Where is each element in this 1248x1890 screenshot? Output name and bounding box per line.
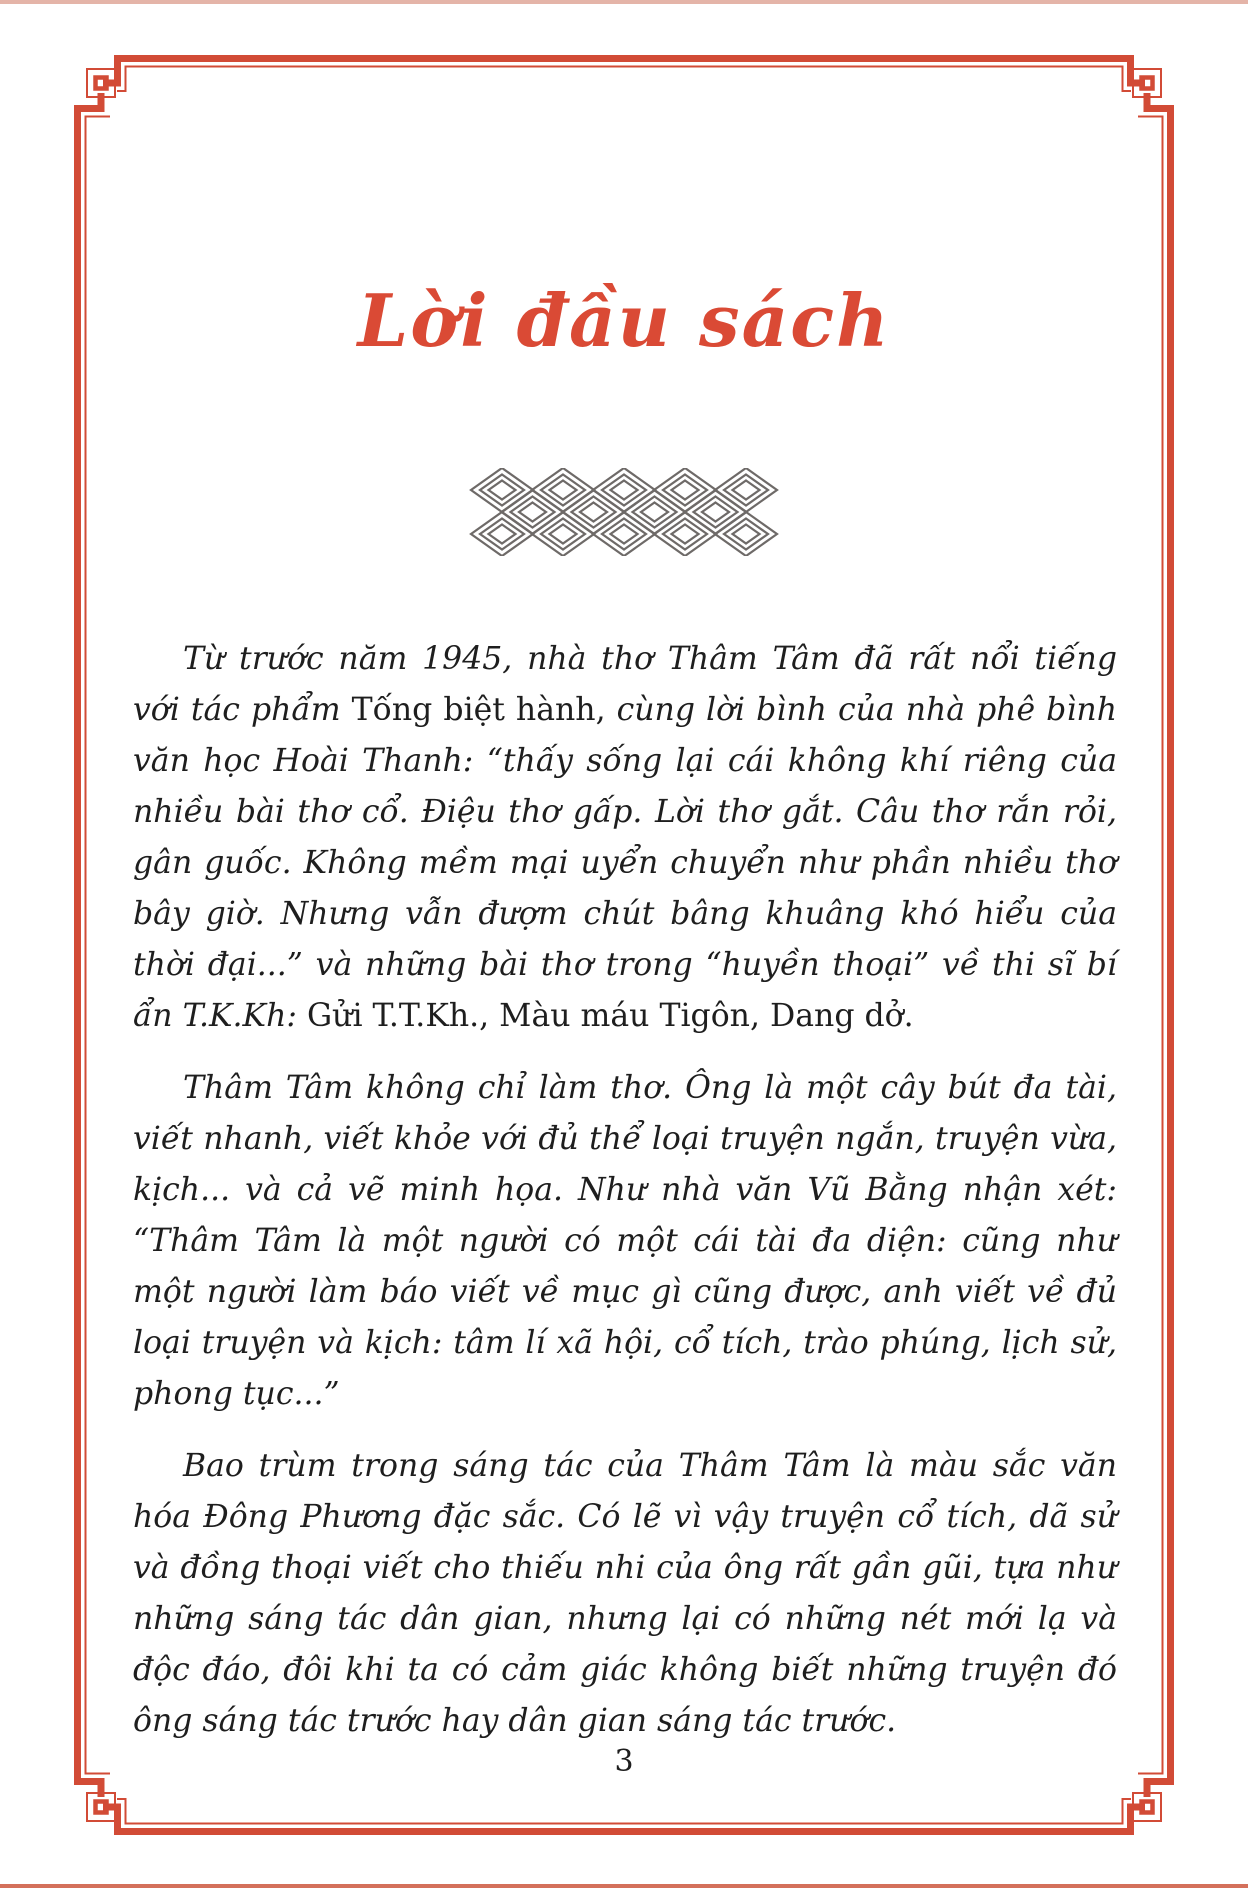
page-number: 3 [614,1744,634,1779]
paragraph [133,1063,1117,1420]
paragraph [133,634,1117,1042]
text-segment: Thâm Tâm không chỉ làm thơ. Ông là một cây bút đa tài, viết nhanh, viết khỏe với đủ thể loại truyện ngắn, truyện vừa, kịch... và cả vẽ minh họa. Như nhà văn Vũ Bằng nhận xét: “Thâm Tâm là một người có một cái tài đa diện: cũng như một người làm báo viết về mục gì cũng được, anh viết về đủ loại truyện và kịch: tâm lí xã hội, cổ tích, trào phúng, lịch sử, phong tục...” [133,1070,1117,1412]
text-segment: Gửi T.T.Kh., Màu máu Tigôn, Dang dở. [307,998,914,1034]
diamond-divider-icon [469,468,779,556]
text-segment: cùng lời bình của nhà phê bình văn học Hoài Thanh: “thấy sống lại cái không khí riêng của nhiều bài thơ cổ. Điệu thơ gấp. Lời thơ gắt. Câu thơ rắn rỏi, gân guốc. Không mềm mại uyển chuyển như phần nhiều thơ bây giờ. Nhưng vẫn đượm chút bâng khuâng khó hiểu của thời đại...” và những bài thơ trong “huyền thoại” về thi sĩ bí ẩn T.K.Kh: [133,692,1117,1034]
text-segment: Bao trùm trong sáng tác của Thâm Tâm là màu sắc văn hóa Đông Phương đặc sắc. Có lẽ vì vậy truyện cổ tích, dã sử và đồng thoại viết cho thiếu nhi của ông rất gần gũi, tựa như những sáng tác dân gian, nhưng lại có những nét mới lạ và độc đáo, đôi khi ta có cảm giác không biết những truyện đó ông sáng tác trước hay dân gian sáng tác trước. [133,1448,1117,1739]
page-title: Lời đầu sách [357,278,891,363]
corner-knot-top-right [1108,59,1171,141]
text-segment: Từ trước năm 1945, nhà thơ Thâm Tâm đã rất nổi tiếng với tác phẩm [133,641,1117,728]
corner-knot-top-left [78,59,141,141]
paragraph [133,1441,1117,1747]
preface-text [133,634,1117,1768]
text-segment: Tống biệt hành, [351,692,606,728]
